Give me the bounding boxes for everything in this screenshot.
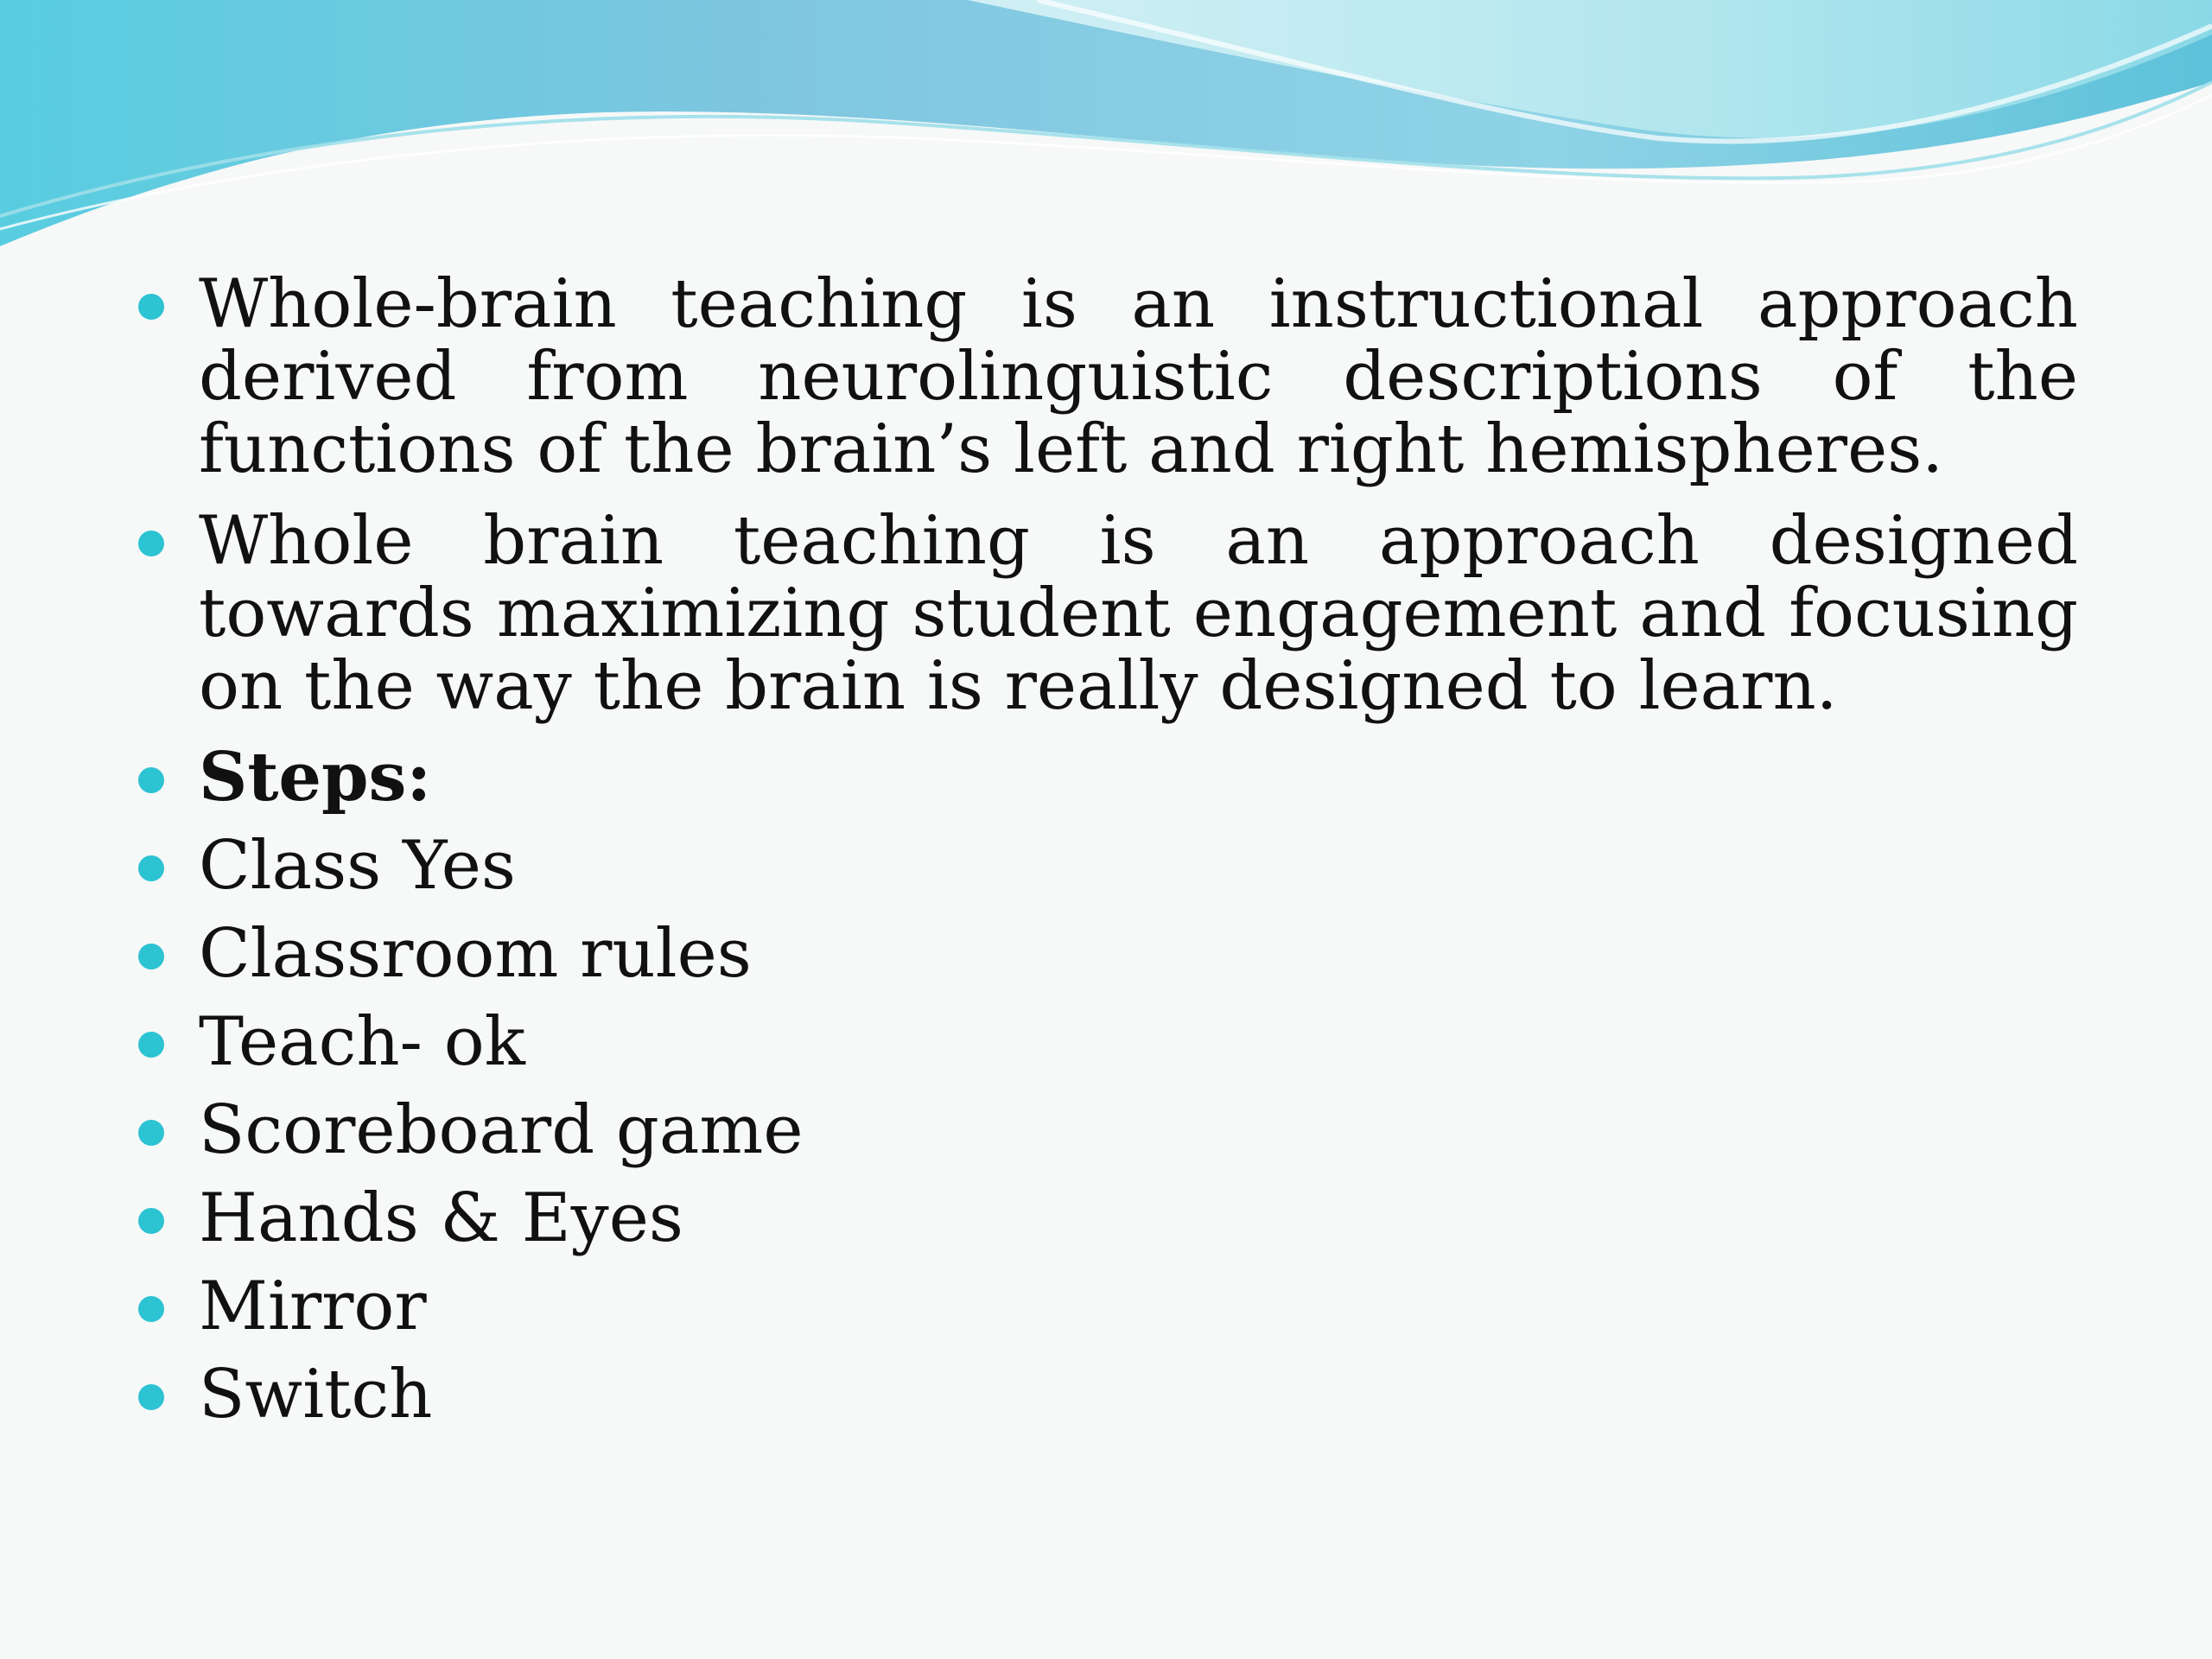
bullet-dot-icon [138,1296,164,1322]
bullet-dot-icon [138,767,164,793]
bullet-item [0,265,2212,488]
bullet-dot-icon [138,1384,164,1410]
bullet-dot-icon [138,1120,164,1146]
bullet-dot-icon [138,1208,164,1234]
bullet-dot-icon [138,855,164,881]
bullet-text: Mirror [199,1268,427,1345]
bullet-item [0,1358,2212,1446]
bullet-dot-icon [138,1032,164,1058]
bullet-text: Whole brain teaching is an approach designed towards maximizing student engagement and focusing on the way the brain is really designed to learn. [199,502,2078,725]
header-wave-decoration [0,0,2212,259]
bullet-dot-icon [138,531,164,556]
bullet-dot-icon [138,294,164,320]
bullet-text: Classroom rules [199,915,752,993]
bullet-dot-icon [138,944,164,969]
steps-heading: Steps: [199,738,432,817]
bullet-text: Hands & Eyes [199,1179,683,1257]
bullet-text: Scoreboard game [199,1091,804,1169]
bullet-item [0,1270,2212,1358]
slide-content [0,265,2212,1478]
bullet-text: Switch [199,1356,433,1433]
bullet-item [0,1179,2212,1270]
bullet-item [0,1091,2212,1182]
bullet-list [0,265,2212,1446]
bullet-item [0,915,2212,1006]
bullet-text: Whole-brain teaching is an instructional approach derived from neurolinguistic descriptions of the functions of the brain’s left and right hemispheres. [199,265,2078,488]
bullet-text: Class Yes [199,827,516,905]
bullet-item [0,502,2212,725]
bullet-item [0,738,2212,830]
bullet-item [0,827,2212,918]
bullet-text: Teach- ok [199,1003,525,1081]
bullet-item [0,1003,2212,1094]
